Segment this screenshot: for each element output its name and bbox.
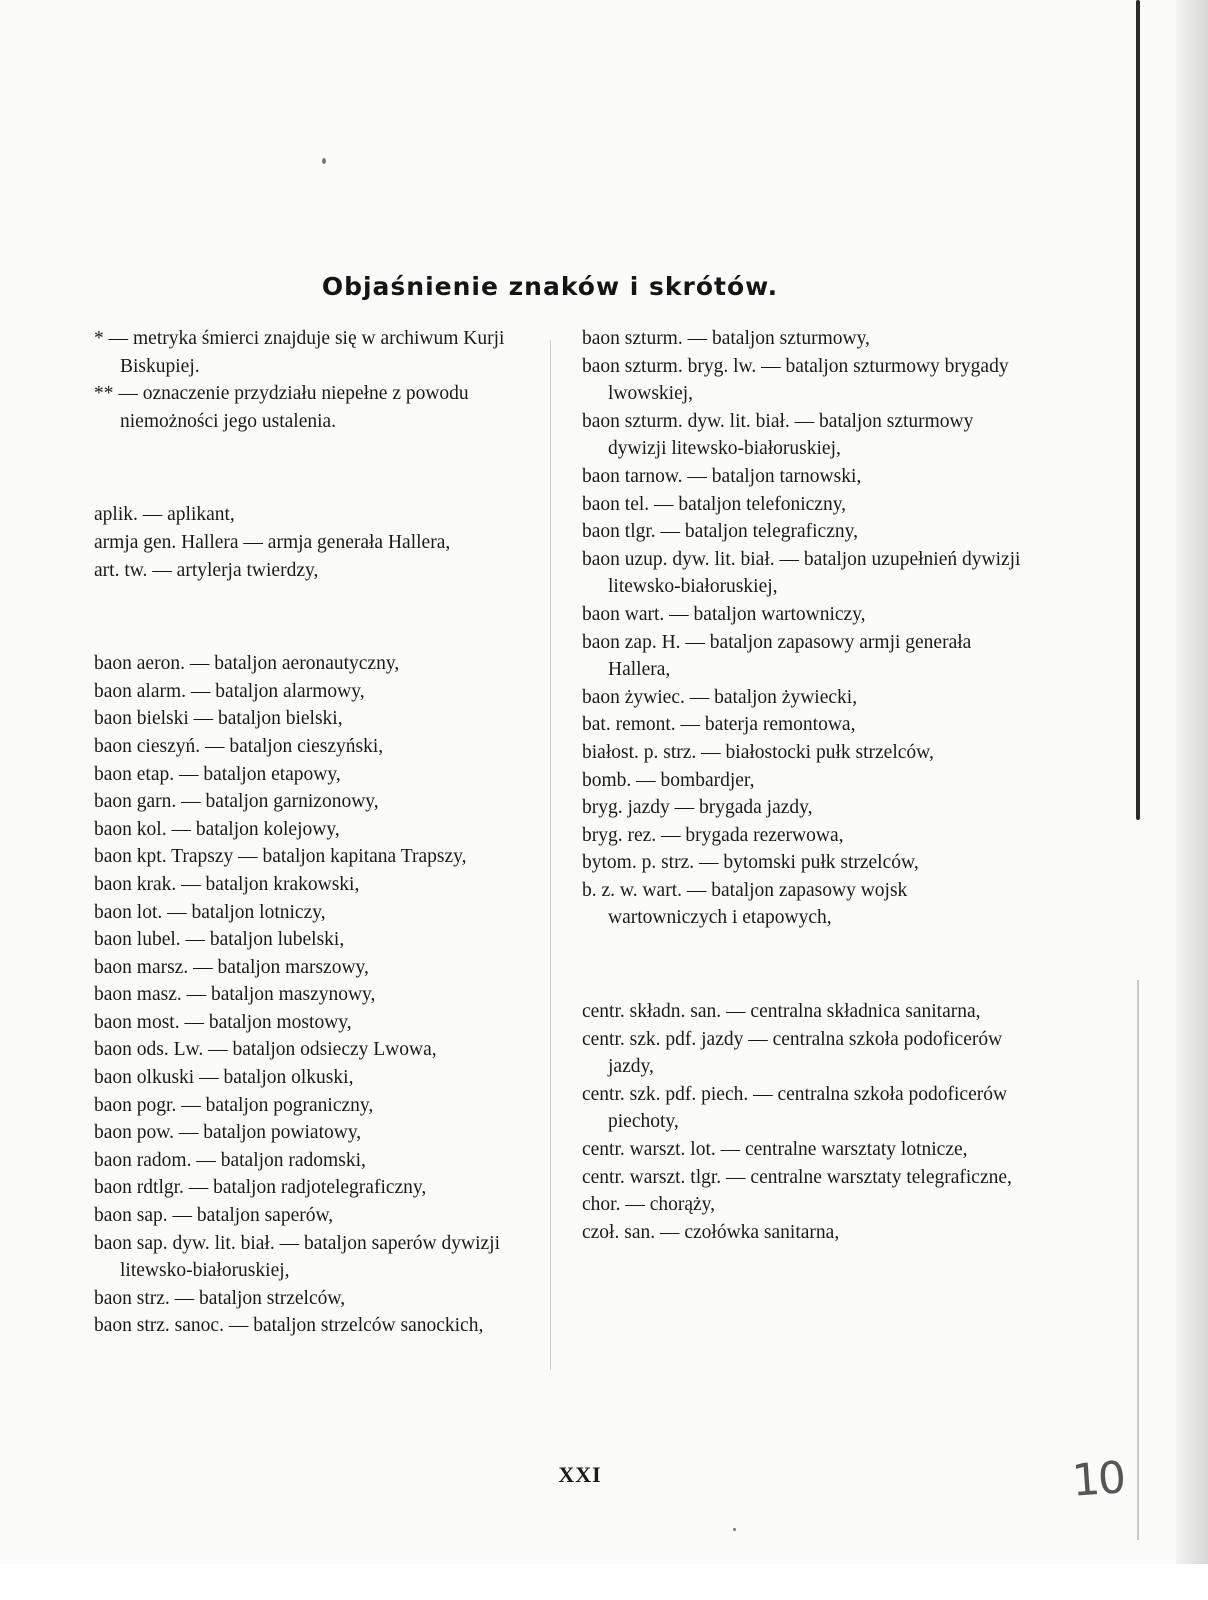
abbreviation-entry: baon ods. Lw. — bataljon odsieczy Lwowa, [94, 1039, 437, 1061]
abbreviation-entry: baon zap. H. — bataljon zapasowy armji generała Hallera, [582, 631, 972, 681]
abbreviation-entry: baon bielski — bataljon bielski, [94, 708, 343, 730]
abbreviation-entry: baon tarnow. — bataljon tarnowski, [582, 465, 862, 487]
abbreviation-entry: baon etap. — bataljon etapowy, [94, 763, 341, 785]
page-number: XXI [558, 1462, 602, 1487]
abbreviation-entry: baon kol. — bataljon kolejowy, [94, 818, 340, 840]
abbreviation-entry: baon most. — bataljon mostowy, [94, 1011, 352, 1033]
abbreviation-entry: bat. remont. — baterja remontowa, [582, 714, 856, 736]
abbreviation-entry: baon krak. — bataljon krakowski, [94, 873, 360, 895]
abbreviation-entry: baon sap. — bataljon saperów, [94, 1205, 334, 1227]
abbreviation-entry: baon uzup. dyw. lit. biał. — bataljon uzupełnień dywizji litewsko-białoruskiej, [582, 548, 1021, 598]
abbreviation-entry: baon tlgr. — bataljon telegraficzny, [582, 521, 858, 543]
abbreviation-entry: baon aeron. — bataljon aeronautyczny, [94, 653, 400, 675]
abbreviation-entry: baon rdtlgr. — bataljon radjotelegraficzny, [94, 1177, 427, 1199]
section-gap [94, 604, 524, 631]
section-gap [94, 455, 524, 482]
abbreviation-entry: b. z. w. wart. — bataljon zapasowy wojsk wartowniczych i etapowych, [582, 879, 908, 929]
abbreviation-entry: baon żywiec. — bataljon żywiecki, [582, 686, 858, 708]
page-edge-shadow [1176, 0, 1208, 1600]
abbreviation-entry: centr. warszt. lot. — centralne warsztaty lotnicze, [582, 1139, 968, 1161]
abbreviation-entry: baon garn. — bataljon garnizonowy, [94, 791, 379, 813]
abbreviation-entry: baon cieszyń. — bataljon cieszyński, [94, 735, 384, 757]
abbreviation-entry: baon pogr. — bataljon pograniczny, [94, 1094, 374, 1116]
abbreviation-entry: baon strz. sanoc. — bataljon strzelców sanockich, [94, 1315, 484, 1337]
binding-line [1136, 0, 1140, 820]
abbreviation-entry: baon wart. — bataljon wartowniczy, [582, 603, 866, 625]
abbreviation-entry: baon radom. — bataljon radomski, [94, 1149, 366, 1171]
abbreviation-entry: bomb. — bombardjer, [582, 769, 755, 791]
left-column [94, 325, 524, 1340]
handwritten-page-number: 10 [1070, 1452, 1126, 1507]
abbreviation-entry: bryg. rez. — brygada rezerwowa, [582, 824, 844, 846]
abbreviation-entry: baon szturm. — bataljon szturmowy, [582, 328, 870, 349]
abbreviation-entry: baon alarm. — bataljon alarmowy, [94, 680, 365, 702]
abbreviation-entry: bytom. p. strz. — bytomski pułk strzelców, [582, 852, 919, 874]
abbreviation-entry: aplik. — aplikant, [94, 504, 235, 526]
abbreviation-entry: baon szturm. bryg. lw. — bataljon szturmowy brygady lwowskiej, [582, 355, 1009, 405]
column-divider [550, 340, 551, 1370]
abbreviation-entry: baon masz. — bataljon maszynowy, [94, 984, 376, 1006]
abbreviation-entry: ** — oznaczenie przydziału niepełne z powodu niemożności jego ustalenia. [94, 383, 469, 432]
right-column [582, 325, 1027, 1246]
abbreviation-entry: baon lot. — bataljon lotniczy, [94, 901, 326, 923]
abbreviation-entry: baon tel. — bataljon telefoniczny, [582, 493, 847, 515]
abbreviation-entry: art. tw. — artylerja twierdzy, [94, 559, 319, 581]
abbreviation-entry: centr. składn. san. — centralna składnica sanitarna, [582, 1001, 981, 1023]
scan-speck [322, 158, 326, 164]
abbreviation-entry: baon marsz. — bataljon marszowy, [94, 956, 369, 978]
abbreviation-entry: baon kpt. Trapszy — bataljon kapitana Trapszy, [94, 846, 467, 868]
abbreviation-entry: baon olkuski — bataljon olkuski, [94, 1067, 354, 1089]
bottom-margin [0, 1564, 1208, 1600]
abbreviation-entry: bryg. jazdy — brygada jazdy, [582, 797, 813, 819]
abbreviation-entry: armja gen. Hallera — armja generała Hallera, [94, 531, 451, 553]
abbreviation-entry: centr. szk. pdf. piech. — centralna szkoła podoficerów piechoty, [582, 1083, 1008, 1133]
scan-speck [733, 1528, 736, 1531]
abbreviation-entry: centr. szk. pdf. jazdy — centralna szkoła podoficerów jazdy, [582, 1028, 1003, 1078]
abbreviation-entry: białost. p. strz. — białostocki pułk strzelców, [582, 741, 934, 763]
page-title: Objaśnienie znaków i skrótów. [321, 272, 779, 301]
abbreviation-entry: czoł. san. — czołówka sanitarna, [582, 1221, 840, 1243]
binding-line-faint [1137, 980, 1139, 1540]
abbreviation-entry: baon strz. — bataljon strzelców, [94, 1287, 346, 1309]
abbreviation-entry: * — metryka śmierci znajduje się w archiwum Kurji Biskupiej. [94, 328, 505, 377]
abbreviation-entry: chor. — chorąży, [582, 1194, 716, 1216]
abbreviation-entry: baon lubel. — bataljon lubelski, [94, 929, 345, 951]
abbreviation-entry: baon sap. dyw. lit. biał. — bataljon saperów dywizji litewsko-białoruskiej, [94, 1232, 500, 1282]
abbreviation-entry: centr. warszt. tlgr. — centralne warsztaty telegraficzne, [582, 1166, 1012, 1188]
abbreviation-entry: baon szturm. dyw. lit. biał. — bataljon szturmowy dywizji litewsko-białoruskiej, [582, 410, 974, 460]
section-gap [582, 952, 1027, 979]
abbreviation-entry: baon pow. — bataljon powiatowy, [94, 1122, 362, 1144]
